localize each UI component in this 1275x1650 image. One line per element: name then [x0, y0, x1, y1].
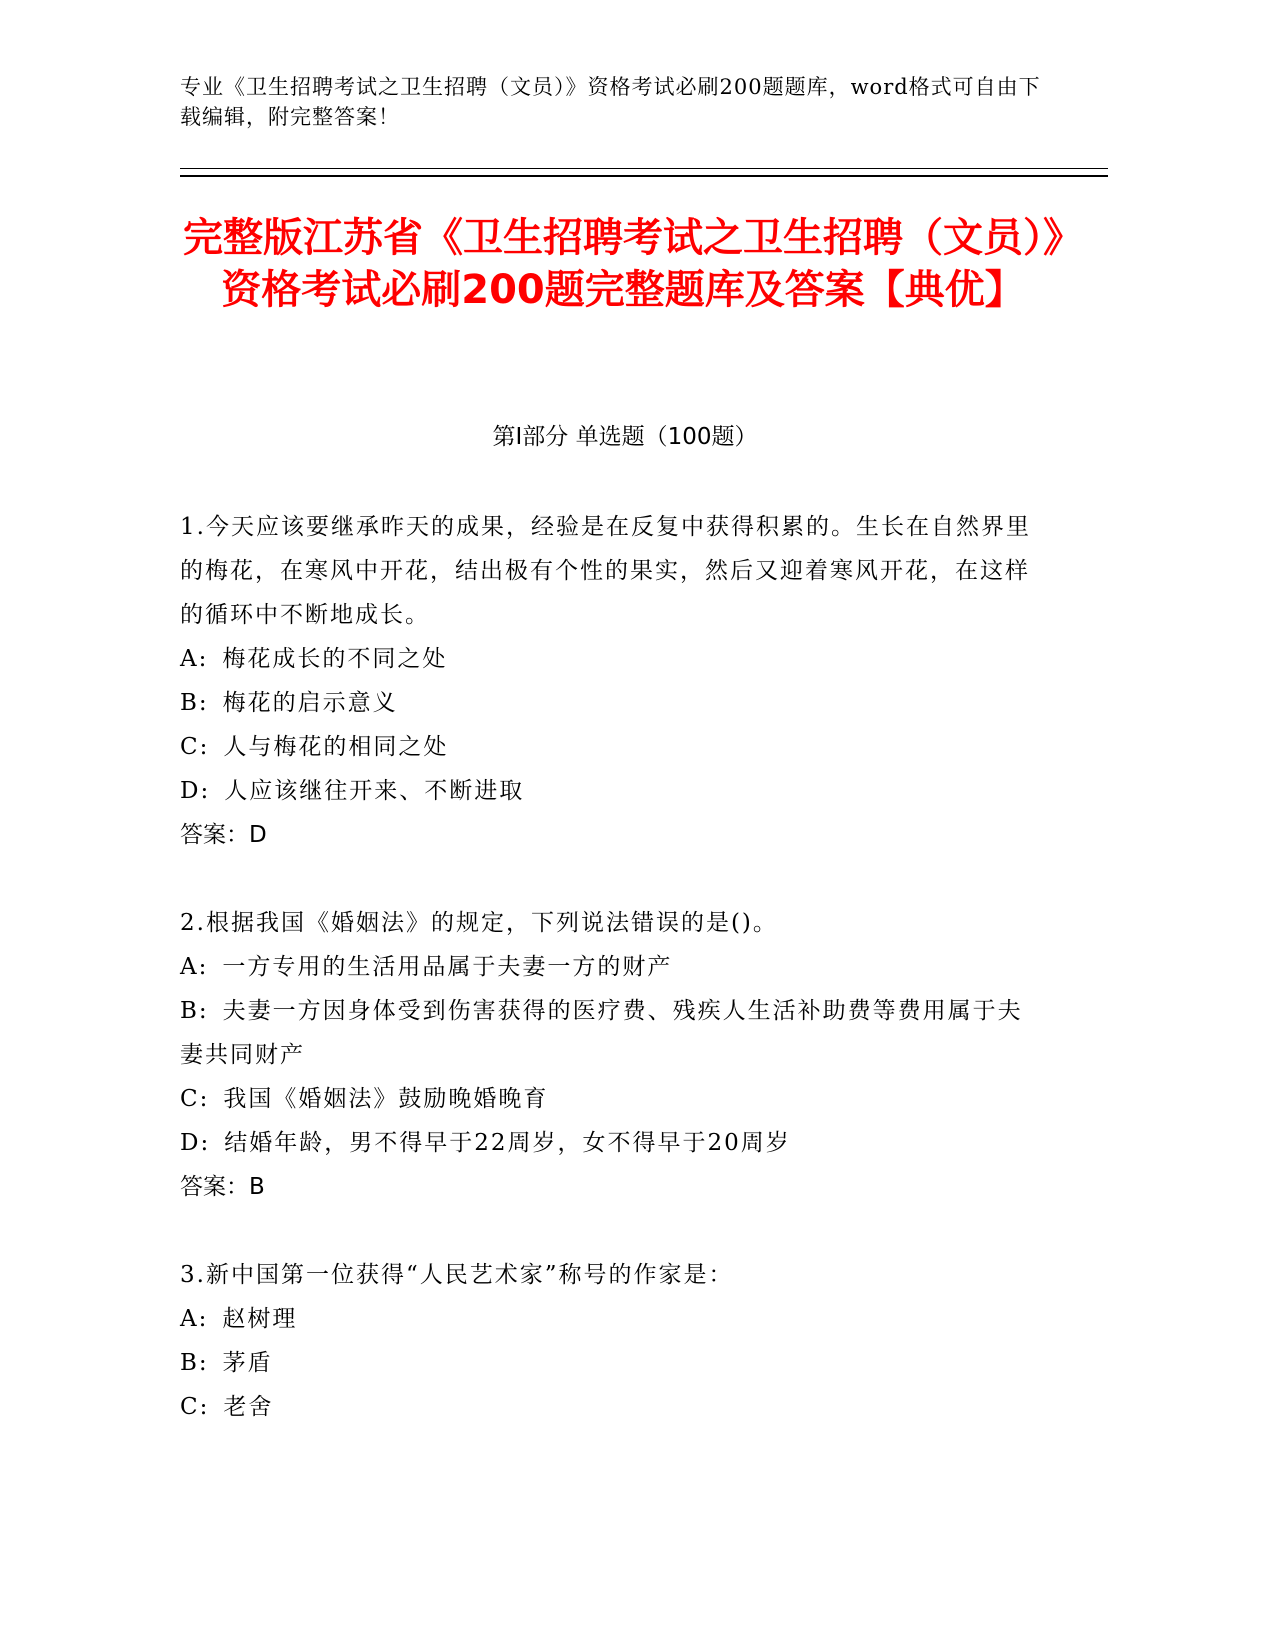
answer-option: [180, 989, 1035, 1077]
answer-option: [180, 1121, 1035, 1165]
header-divider-thick: [180, 175, 1108, 177]
option-letter: A:: [180, 1306, 209, 1332]
option-letter: A:: [180, 646, 209, 672]
option-text: 人与梅花的相同之处: [223, 734, 449, 760]
option-text: 结婚年龄，男不得早于22周岁，女不得早于20周岁: [224, 1130, 791, 1156]
answer-option: [180, 637, 1035, 681]
option-letter: C:: [180, 734, 210, 760]
question-list: [180, 505, 1035, 1473]
option-text: 老舍: [223, 1394, 274, 1420]
document-title: 完整版江苏省《卫生招聘考试之卫生招聘（文员）》资格考试必刷200题完整题库及答案【典优】: [183, 215, 1063, 313]
answer-option: [180, 1341, 1035, 1385]
answer-key: 答案：B: [180, 1174, 265, 1200]
question-block: [180, 901, 1035, 1209]
question-stem: 2.根据我国《婚姻法》的规定，下列说法错误的是()。: [180, 910, 778, 936]
option-letter: C:: [180, 1086, 210, 1112]
question-block: [180, 1253, 1035, 1429]
option-letter: D:: [180, 1130, 211, 1156]
question-stem: 3.新中国第一位获得“人民艺术家”称号的作家是：: [180, 1262, 734, 1288]
option-letter: B:: [180, 690, 209, 716]
answer-option: [180, 725, 1035, 769]
section-title: 第I部分 单选题（100题）: [492, 424, 758, 450]
option-text: 梅花成长的不同之处: [222, 646, 448, 672]
option-letter: D:: [180, 778, 211, 804]
option-letter: C:: [180, 1394, 210, 1420]
option-text: 我国《婚姻法》鼓励晚婚晚育: [223, 1086, 549, 1112]
option-letter: A:: [180, 954, 209, 980]
option-text: 夫妻一方因身体受到伤害获得的医疗费、残疾人生活补助费等费用属于夫妻共同财产: [180, 998, 1023, 1068]
question-stem: 1.今天应该要继承昨天的成果，经验是在反复中获得积累的。生长在自然界里的梅花，在寒风中开花，结出极有个性的果实，然后又迎着寒风开花，在这样的循环中不断地成长。: [180, 514, 1031, 628]
answer-option: [180, 769, 1035, 813]
question-block: [180, 505, 1035, 857]
option-text: 一方专用的生活用品属于夫妻一方的财产: [222, 954, 673, 980]
header-divider-thin: [180, 168, 1108, 169]
option-letter: B:: [180, 998, 209, 1024]
option-text: 人应该继往开来、不断进取: [224, 778, 525, 804]
option-text: 赵树理: [222, 1306, 298, 1332]
answer-option: [180, 1297, 1035, 1341]
answer-option: [180, 681, 1035, 725]
answer-option: [180, 1385, 1035, 1429]
option-letter: B:: [180, 1350, 209, 1376]
answer-option: [180, 1077, 1035, 1121]
option-text: 茅盾: [222, 1350, 273, 1376]
header-note: 专业《卫生招聘考试之卫生招聘（文员）》资格考试必刷200题题库，word格式可自由下载编辑，附完整答案！: [180, 75, 1041, 129]
answer-option: [180, 945, 1035, 989]
option-text: 梅花的启示意义: [222, 690, 398, 716]
answer-key: 答案：D: [180, 822, 267, 848]
